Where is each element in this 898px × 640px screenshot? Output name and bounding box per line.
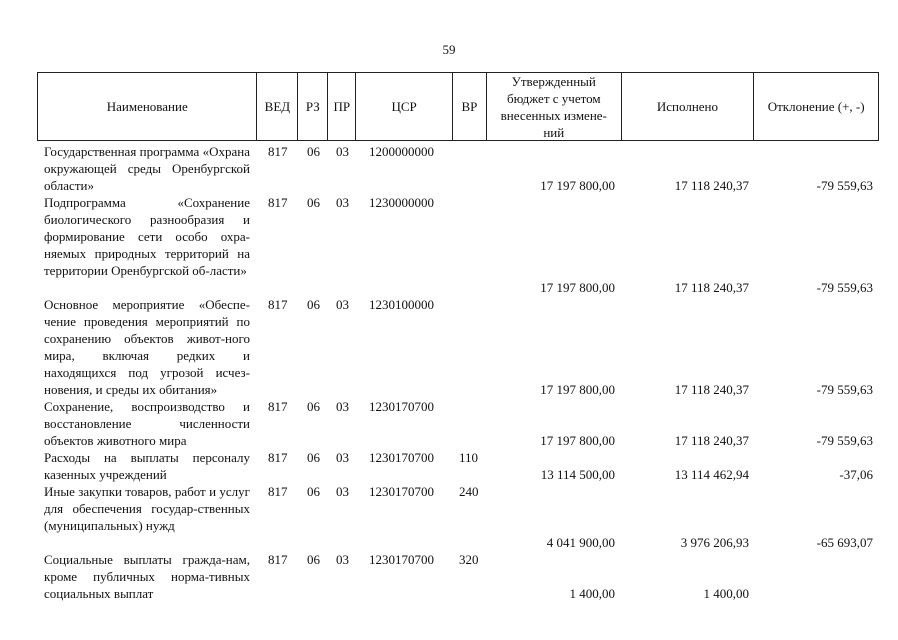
table-row [37, 143, 879, 194]
page-number: 59 [442, 42, 456, 57]
row-rz: 06 [307, 552, 320, 567]
row-deviation: -79 559,63 [816, 382, 873, 397]
row-pr: 03 [336, 297, 349, 312]
table-row [37, 483, 879, 551]
row-name: Иные закупки товаров, работ и услуг для обеспечения государ-ственных (муниципальных) нужд [44, 484, 250, 533]
row-rz: 06 [307, 484, 320, 499]
header-approved: Утвержденный бюджет с учетом внесенных измене-ний [487, 73, 622, 140]
row-executed: 13 114 462,94 [674, 467, 749, 482]
table-row [37, 398, 879, 449]
row-csr: 1200000000 [369, 144, 434, 159]
row-approved: 17 197 800,00 [540, 178, 615, 193]
row-deviation: -65 693,07 [816, 535, 873, 550]
table-row [37, 296, 879, 398]
header-deviation: Отклонение (+, -) [767, 99, 865, 114]
row-csr: 1230100000 [369, 297, 434, 312]
row-name: Государственная программа «Охрана окружающей среды Оренбургской области» [44, 144, 250, 193]
row-ved: 817 [268, 450, 288, 465]
header-rz: РЗ [298, 73, 328, 140]
row-executed: 17 118 240,37 [674, 280, 749, 295]
row-csr: 1230170700 [369, 399, 434, 414]
row-ved: 817 [268, 144, 288, 159]
row-executed: 3 976 206,93 [680, 535, 749, 550]
row-rz: 06 [307, 195, 320, 210]
row-name: Расходы на выплаты персоналу казенных учреждений [44, 450, 250, 482]
row-pr: 03 [336, 399, 349, 414]
row-ved: 817 [268, 195, 288, 210]
row-csr: 1230170700 [369, 552, 434, 567]
row-pr: 03 [336, 195, 349, 210]
row-executed: 17 118 240,37 [674, 178, 749, 193]
header-pr: ПР [328, 73, 356, 140]
row-deviation: -79 559,63 [816, 433, 873, 448]
table-row [37, 449, 879, 483]
row-ved: 817 [268, 399, 288, 414]
row-deviation: -79 559,63 [816, 280, 873, 295]
header-csr: ЦСР [356, 73, 453, 140]
row-executed: 17 118 240,37 [674, 382, 749, 397]
row-ved: 817 [268, 552, 288, 567]
table-header [37, 72, 879, 141]
row-vr: 110 [459, 450, 479, 465]
header-vr: ВР [453, 73, 487, 140]
row-csr: 1230170700 [369, 450, 434, 465]
row-pr: 03 [336, 450, 349, 465]
row-ved: 817 [268, 484, 288, 499]
row-approved: 13 114 500,00 [540, 467, 615, 482]
row-approved: 1 400,00 [569, 586, 615, 601]
table-row [37, 551, 879, 602]
row-name: Подпрограмма «Сохранение биологического разнообразия и формирование сети особо охра-няемых природных территорий на территории Оренбургской об-ласти» [44, 195, 250, 278]
row-executed: 1 400,00 [703, 586, 749, 601]
row-csr: 1230000000 [369, 195, 434, 210]
row-deviation: -37,06 [839, 467, 873, 482]
row-name: Основное мероприятие «Обеспе-чение проведения мероприятий по сохранению объектов живот-ного мира, включая редких и находящихся под угрозой исчез-новения, и среды их обитания» [44, 297, 250, 397]
row-deviation: -79 559,63 [816, 178, 873, 193]
row-csr: 1230170700 [369, 484, 434, 499]
row-approved: 4 041 900,00 [546, 535, 615, 550]
row-vr: 320 [459, 552, 479, 567]
row-pr: 03 [336, 144, 349, 159]
row-name: Социальные выплаты гражда-нам, кроме публичных норма-тивных социальных выплат [44, 552, 250, 601]
row-approved: 17 197 800,00 [540, 382, 615, 397]
row-approved: 17 197 800,00 [540, 433, 615, 448]
row-executed: 17 118 240,37 [674, 433, 749, 448]
row-rz: 06 [307, 450, 320, 465]
header-ved: ВЕД [257, 73, 298, 140]
header-name: Наименование [38, 73, 257, 140]
row-approved: 17 197 800,00 [540, 280, 615, 295]
row-rz: 06 [307, 297, 320, 312]
header-executed: Исполнено [622, 73, 755, 140]
row-ved: 817 [268, 297, 288, 312]
table-row [37, 194, 879, 296]
row-name: Сохранение, воспроизводство и восстановление численности объектов животного мира [44, 399, 250, 448]
row-vr: 240 [459, 484, 479, 499]
row-pr: 03 [336, 552, 349, 567]
row-pr: 03 [336, 484, 349, 499]
row-rz: 06 [307, 144, 320, 159]
row-rz: 06 [307, 399, 320, 414]
